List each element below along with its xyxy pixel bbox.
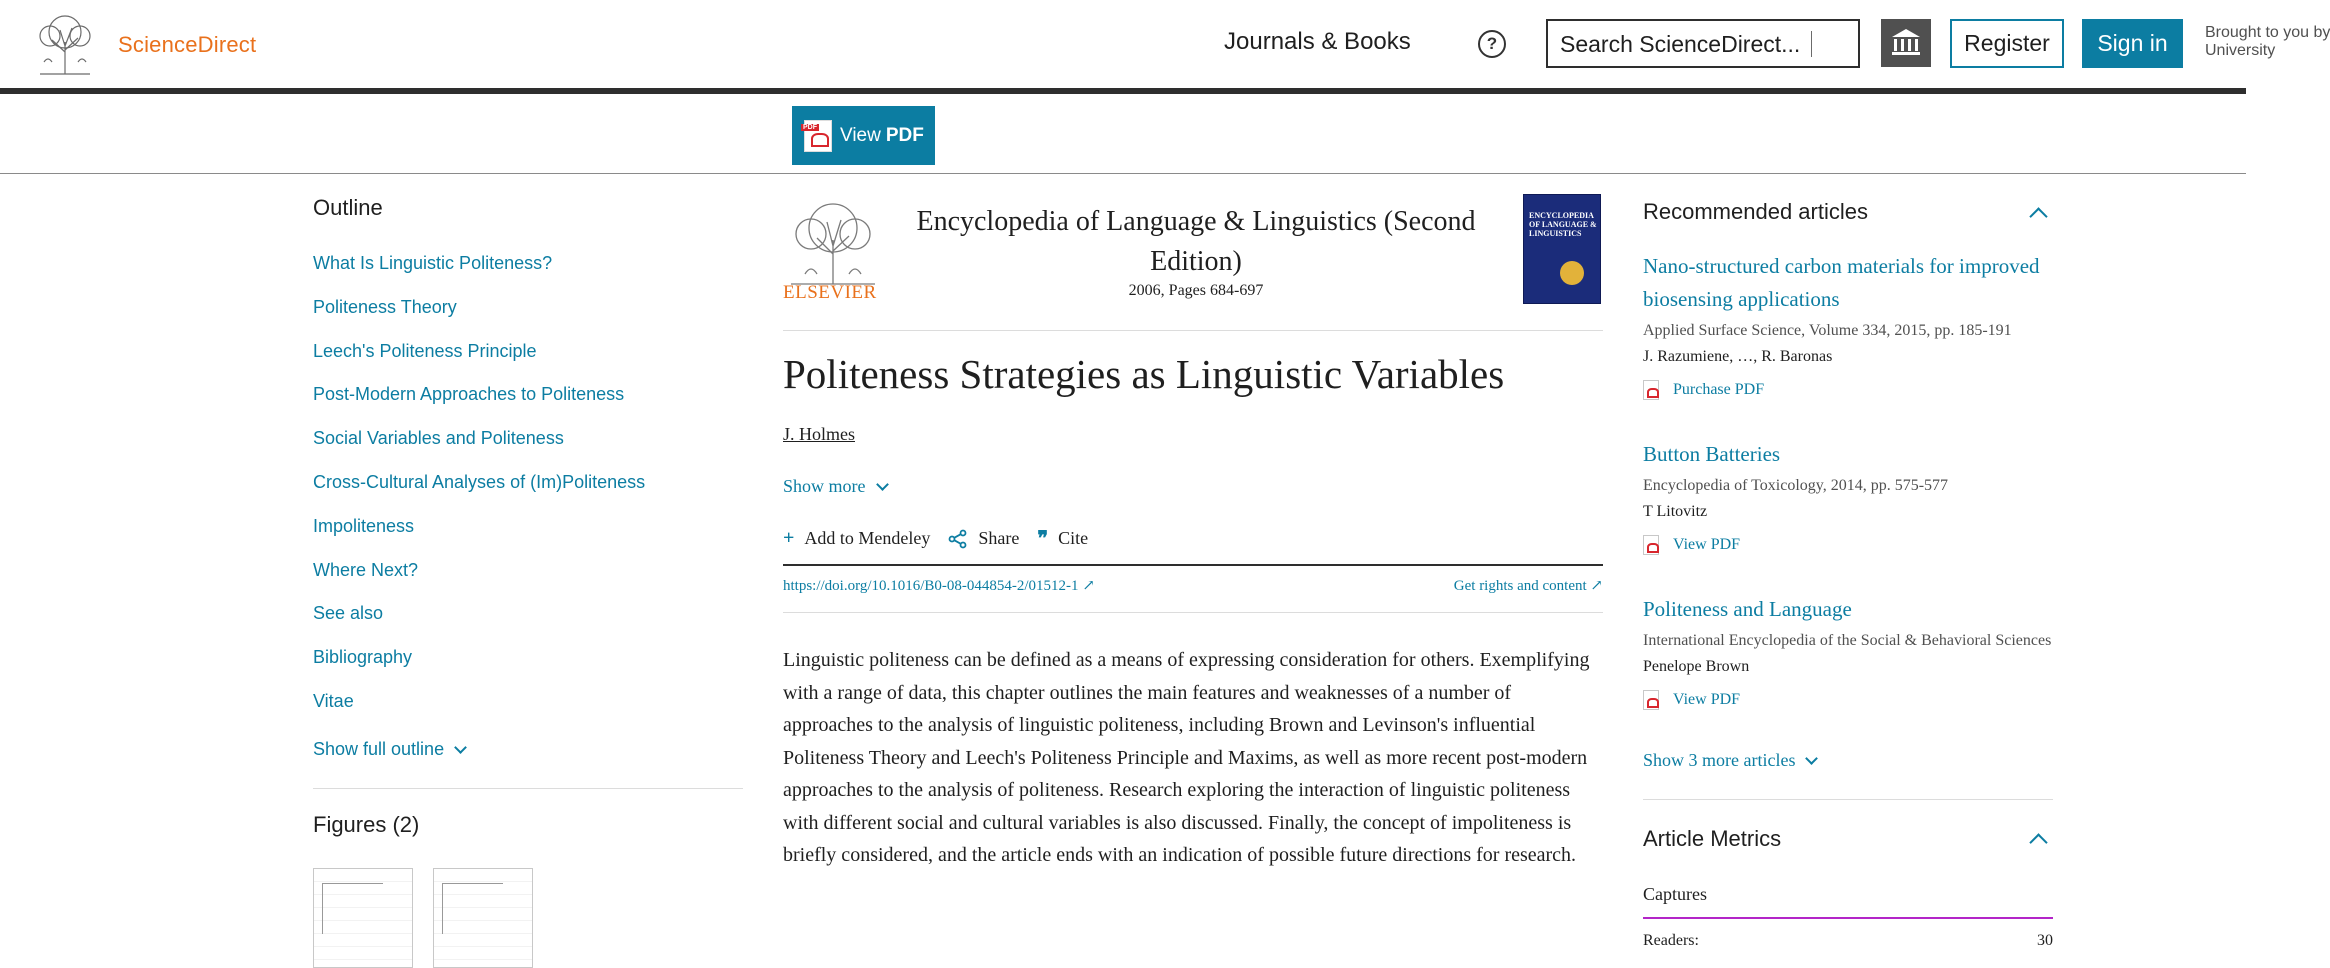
readers-label: Readers: — [1643, 932, 1699, 949]
cover-emblem — [1560, 261, 1584, 285]
view-pdf-button[interactable] — [792, 106, 935, 165]
article-actions — [783, 526, 1106, 551]
sign-in-button[interactable]: Sign in — [2082, 19, 2183, 68]
external-link-icon: ↗ — [1082, 578, 1095, 594]
view-pdf-link[interactable] — [1643, 690, 2053, 710]
outline-panel — [313, 195, 743, 760]
add-to-mendeley-label: Add to Mendeley — [804, 528, 931, 548]
captures-underline — [1643, 917, 2053, 919]
figure-thumbnail[interactable] — [433, 868, 533, 968]
article-title: Politeness Strategies as Linguistic Variables — [783, 351, 1505, 397]
journals-books-link[interactable]: Journals & Books — [1224, 28, 1411, 55]
divider — [783, 330, 1603, 331]
divider — [1643, 799, 2053, 800]
sciencedirect-logo[interactable]: ScienceDirect — [118, 32, 257, 57]
article-toolbar — [0, 100, 2246, 174]
recommended-article-source: Applied Surface Science, Volume 334, 2015, pp. 185-191 — [1643, 322, 2012, 339]
elsevier-wordmark: ELSEVIER — [783, 282, 877, 303]
share-label: Share — [978, 528, 1020, 548]
recommended-article-title[interactable]: Politeness and Language — [1643, 597, 1852, 621]
pdf-icon — [804, 120, 832, 152]
cite-button[interactable] — [1037, 526, 1088, 551]
view-pdf-label: View PDF — [1673, 536, 1741, 553]
brought-to-you-by — [2205, 24, 2330, 60]
doi-text: https://doi.org/10.1016/B0-08-044854-2/01512-1 — [783, 578, 1079, 594]
outline-item[interactable]: See also — [313, 603, 384, 624]
recommended-article-source: International Encyclopedia of the Social & Behavioral Sciences — [1643, 632, 2052, 649]
pdf-icon — [1643, 690, 1659, 710]
purchase-pdf-link[interactable] — [1643, 380, 2053, 400]
cite-label: Cite — [1058, 528, 1089, 548]
outline-item[interactable]: Where Next? — [313, 559, 419, 580]
register-button[interactable]: Register — [1950, 19, 2064, 68]
add-to-mendeley-button[interactable] — [783, 527, 930, 550]
institution-icon — [1881, 19, 1931, 67]
plus-icon: + — [783, 527, 795, 549]
outline-title: Outline — [313, 195, 383, 220]
chevron-down-icon — [876, 478, 889, 491]
rights-text: Get rights and content — [1453, 578, 1587, 594]
brought-by-line1: Brought to you by — [2205, 24, 2330, 41]
outline-item[interactable]: Impoliteness — [313, 515, 415, 536]
chevron-up-icon[interactable] — [2029, 207, 2047, 225]
author-link[interactable]: J. Holmes — [783, 424, 855, 444]
doi-link[interactable] — [783, 576, 1095, 595]
journal-volume-pages: 2006, Pages 684-697 — [1128, 282, 1264, 299]
outline-item[interactable]: Vitae — [313, 690, 354, 711]
show-full-outline-button[interactable] — [313, 739, 743, 760]
recommended-article — [1643, 593, 2053, 710]
site-header — [0, 0, 2330, 94]
chevron-up-icon[interactable] — [2029, 833, 2047, 851]
view-pdf-link[interactable] — [1643, 535, 2053, 555]
recommended-article-authors: Penelope Brown — [1643, 658, 1750, 675]
divider — [783, 612, 1603, 613]
search-placeholder: Search ScienceDirect... — [1560, 31, 1801, 57]
quote-icon: ❞ — [1037, 528, 1049, 550]
share-button[interactable] — [948, 528, 1019, 549]
recommended-article-authors: J. Razumiene, …, R. Baronas — [1643, 348, 1833, 365]
outline-item[interactable]: Leech's Politeness Principle — [313, 340, 537, 361]
outline-item[interactable]: Post-Modern Approaches to Politeness — [313, 384, 625, 405]
recommended-articles-title[interactable]: Recommended articles — [1643, 199, 1868, 224]
outline-item[interactable]: What Is Linguistic Politeness? — [313, 253, 553, 273]
abstract-text: Linguistic politeness can be defined as a means of expressing consideration for others. Exemplifying with a range of data, this chapter outlines the main features and weaknesses of a number of approaches to the analysis of linguistic politeness, including Brown and Levinson's influential Politeness Theory and Leech's Politeness Principle and Maxims, as well as more recent post-modern approaches to the analysis of politeness. Research exploring the interaction of linguistic politeness with different social and cultural variables is also discussed. Finally, the concept of impoliteness is briefly considered, and the article ends with an indication of possible future directions for research. — [783, 649, 1590, 866]
outline-item[interactable]: Bibliography — [313, 647, 413, 668]
figure-thumbnail[interactable] — [313, 868, 413, 968]
outline-item[interactable]: Cross-Cultural Analyses of (Im)Politeness — [313, 471, 646, 492]
recommended-article — [1643, 438, 2053, 555]
view-pdf-label: View PDF — [1673, 691, 1741, 708]
brought-by-line2: University — [2205, 42, 2276, 59]
captures-heading: Captures — [1643, 884, 1707, 904]
pdf-icon-tag: PDF — [803, 123, 817, 131]
article-metrics-title[interactable]: Article Metrics — [1643, 826, 1782, 851]
recommended-article — [1643, 250, 2053, 400]
recommended-article-title[interactable]: Nano-structured carbon materials for improved biosensing applications — [1643, 254, 2040, 311]
institution-button[interactable] — [1881, 19, 1931, 67]
show-more-button[interactable] — [783, 476, 887, 497]
recommended-article-title[interactable]: Button Batteries — [1643, 442, 1781, 466]
pdf-icon — [1643, 380, 1659, 400]
divider — [783, 564, 1603, 566]
elsevier-tree-logo-icon[interactable] — [30, 12, 100, 76]
outline-divider — [313, 788, 743, 789]
search-divider — [1811, 31, 1812, 57]
external-link-icon: ↗ — [1590, 578, 1603, 594]
show-full-outline-label: Show full outline — [313, 738, 445, 759]
figures-title: Figures (2) — [313, 812, 420, 837]
pdf-icon — [1643, 535, 1659, 555]
show-more-articles-label: Show 3 more articles — [1643, 750, 1796, 770]
readers-value: 30 — [2037, 932, 2053, 949]
search-input[interactable] — [1546, 19, 1860, 68]
outline-item[interactable]: Politeness Theory — [313, 296, 457, 317]
journal-title[interactable]: Encyclopedia of Language & Linguistics (Second Edition) — [916, 206, 1476, 277]
chevron-down-icon — [454, 741, 467, 754]
outline-item[interactable]: Social Variables and Politeness — [313, 428, 564, 449]
question-circle-icon[interactable]: ? — [1478, 30, 1506, 58]
chevron-down-icon — [1806, 752, 1819, 765]
show-more-label: Show more — [783, 476, 866, 496]
show-more-articles-button[interactable] — [1643, 750, 1816, 771]
view-pdf-label: View — [840, 124, 881, 146]
recommended-article-source: Encyclopedia of Toxicology, 2014, pp. 575-577 — [1643, 477, 1949, 494]
cover-title: ENCYCLOPEDIA OF LANGUAGE & LINGUISTICS — [1529, 211, 1597, 238]
purchase-pdf-label: Purchase PDF — [1673, 381, 1765, 398]
journal-cover-image[interactable] — [1523, 194, 1601, 304]
view-pdf-label-bold: PDF — [885, 124, 924, 146]
get-rights-link[interactable] — [1454, 576, 1603, 595]
share-icon — [948, 529, 968, 549]
recommended-article-authors: T Litovitz — [1643, 503, 1708, 520]
